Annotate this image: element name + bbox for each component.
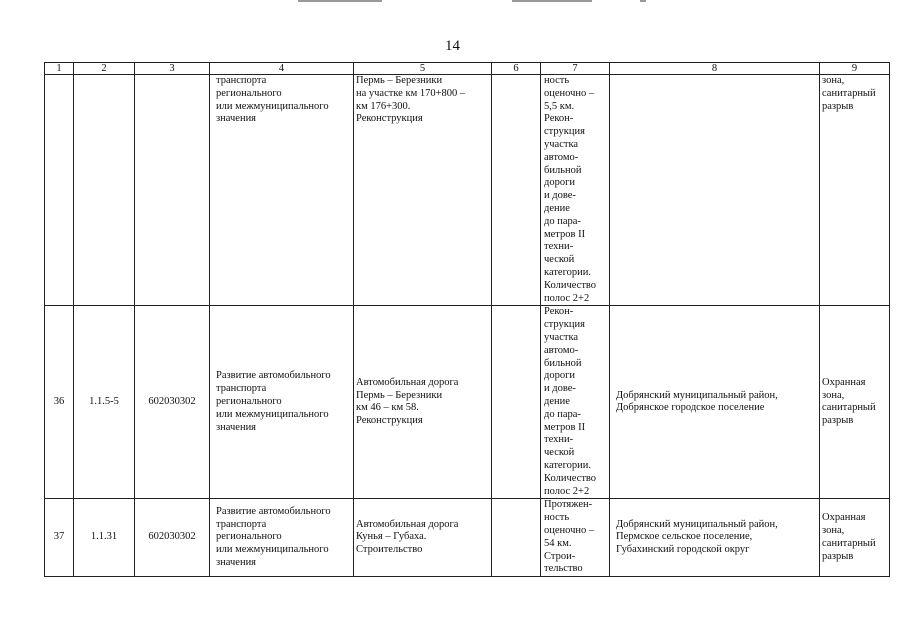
cell-line: санитарный — [822, 402, 876, 414]
cell-line: Строительство — [356, 544, 423, 556]
scan-artifact-line — [640, 0, 646, 2]
column-header: 7 — [541, 63, 610, 75]
cell-line: или межмуниципального — [216, 408, 329, 420]
cell-kbk — [135, 75, 210, 306]
cell-line: 5,5 км. — [544, 100, 575, 112]
cell-line: Реконструкция — [356, 415, 423, 427]
column-header: 2 — [74, 63, 135, 75]
cell-line: ческой — [544, 447, 575, 459]
column-header: 6 — [492, 63, 541, 75]
cell-line: Развитие автомобильного — [216, 370, 331, 382]
scan-artifact-line — [298, 0, 382, 2]
cell-line: зона, — [822, 389, 845, 401]
cell-line: Протяжен- — [544, 499, 593, 511]
cell-line: Строи- — [544, 550, 576, 562]
cell-line: Охранная — [822, 512, 866, 524]
cell-line: 54 км. — [544, 537, 572, 549]
cell-line: транспорта — [216, 75, 267, 86]
cell-line: км 46 – км 58. — [356, 402, 419, 414]
cell-line: полос 2+2 — [544, 292, 590, 304]
column-header: 5 — [354, 63, 492, 75]
header-row — [45, 63, 890, 75]
cell-line: зона, — [822, 524, 845, 536]
scan-artifact-line — [512, 0, 592, 2]
cell-line: ность — [544, 512, 570, 524]
cell-line: регионального — [216, 395, 282, 407]
cell-object — [354, 499, 492, 577]
cell-number: 36 — [45, 306, 74, 499]
cell-purpose — [210, 499, 354, 577]
cell-line: техни- — [544, 434, 574, 446]
cell-line: Губахинский городской округ — [616, 544, 750, 556]
cell-line: полос 2+2 — [544, 485, 590, 497]
cell-location — [610, 75, 820, 306]
page-number: 14 — [445, 38, 460, 54]
cell-line: регионального — [216, 87, 282, 99]
cell-code: 1.1.31 — [74, 499, 135, 577]
column-header: 1 — [45, 63, 74, 75]
cell-line: регионального — [216, 531, 282, 543]
cell-line: до пара- — [544, 408, 581, 420]
cell-line: Развитие автомобильного — [216, 505, 331, 517]
table-row — [45, 499, 890, 577]
cell-line: бильной — [544, 357, 582, 369]
cell-line: разрыв — [822, 415, 854, 427]
cell-line: автомо- — [544, 151, 579, 163]
cell-code — [74, 75, 135, 306]
cell-line: дороги — [544, 177, 576, 189]
cell-line: Добрянское городское поселение — [616, 402, 765, 414]
cell-line: Реконструкция — [356, 113, 423, 125]
cell-line: значения — [216, 113, 257, 125]
cell-line: Добрянский муниципальный район, — [616, 389, 778, 401]
column-header: 3 — [135, 63, 210, 75]
cell-purpose — [210, 306, 354, 499]
cell-line: Пермь – Березники — [356, 389, 443, 401]
cell-purpose — [210, 75, 354, 306]
cell-line: Пермь – Березники — [356, 75, 443, 86]
cell-line: участка — [544, 138, 579, 150]
column-header: 8 — [610, 63, 820, 75]
cell-line: транспорта — [216, 518, 267, 530]
cell-params — [541, 75, 610, 306]
cell-line: метров II — [544, 228, 586, 240]
cell-line: Пермское сельское поселение, — [616, 531, 753, 543]
cell-line: Кунья – Губаха. — [356, 531, 427, 543]
cell-line: техни- — [544, 241, 574, 253]
cell-number: 37 — [45, 499, 74, 577]
cell-zone — [820, 306, 890, 499]
cell-line: Охранная — [822, 376, 866, 388]
cell-col6 — [492, 75, 541, 306]
cell-object — [354, 306, 492, 499]
cell-kbk: 602030302 — [135, 499, 210, 577]
column-header: 4 — [210, 63, 354, 75]
cell-col6 — [492, 306, 541, 499]
cell-params — [541, 499, 610, 577]
cell-line: участка — [544, 331, 579, 343]
cell-line: санитарный — [822, 87, 876, 99]
cell-object — [354, 75, 492, 306]
cell-col6 — [492, 499, 541, 577]
cell-line: разрыв — [822, 100, 854, 112]
cell-code: 1.1.5-5 — [74, 306, 135, 499]
cell-line: значения — [216, 556, 257, 568]
cell-line: Рекон- — [544, 306, 574, 318]
data-table — [44, 62, 890, 577]
cell-line: ческой — [544, 254, 575, 266]
cell-line: категории. — [544, 266, 591, 278]
cell-line: струкция — [544, 126, 585, 138]
cell-line: ность — [544, 75, 570, 86]
cell-line: и дове- — [544, 190, 576, 202]
table-row — [45, 75, 890, 306]
cell-params — [541, 306, 610, 499]
cell-line: значения — [216, 421, 257, 433]
cell-line: метров II — [544, 421, 586, 433]
cell-line: оценочно – — [544, 524, 595, 536]
cell-zone — [820, 499, 890, 577]
cell-line: бильной — [544, 164, 582, 176]
cell-number — [45, 75, 74, 306]
cell-kbk: 602030302 — [135, 306, 210, 499]
cell-line: Количество — [544, 472, 597, 484]
cell-line: Автомобильная дорога — [356, 376, 459, 388]
cell-line: струкция — [544, 319, 585, 331]
cell-location — [610, 306, 820, 499]
cell-line: Рекон- — [544, 113, 574, 125]
cell-line: дение — [544, 202, 570, 214]
cell-line: Количество — [544, 279, 597, 291]
cell-line: Автомобильная дорога — [356, 518, 459, 530]
cell-location — [610, 499, 820, 577]
cell-line: км 176+300. — [356, 100, 411, 112]
table-row — [45, 306, 890, 499]
cell-line: тельство — [544, 563, 583, 575]
cell-line: санитарный — [822, 537, 876, 549]
cell-zone — [820, 75, 890, 306]
cell-line: до пара- — [544, 215, 581, 227]
cell-line: и дове- — [544, 383, 576, 395]
cell-line: или межмуниципального — [216, 100, 329, 112]
cell-line: оценочно – — [544, 87, 595, 99]
cell-line: категории. — [544, 459, 591, 471]
cell-line: дороги — [544, 370, 576, 382]
column-header: 9 — [820, 63, 890, 75]
cell-line: дение — [544, 395, 570, 407]
cell-line: Добрянский муниципальный район, — [616, 518, 778, 530]
cell-line: транспорта — [216, 383, 267, 395]
cell-line: автомо- — [544, 344, 579, 356]
cell-line: на участке км 170+800 – — [356, 87, 466, 99]
cell-line: разрыв — [822, 550, 854, 562]
cell-line: зона, — [822, 75, 845, 86]
cell-line: или межмуниципального — [216, 544, 329, 556]
